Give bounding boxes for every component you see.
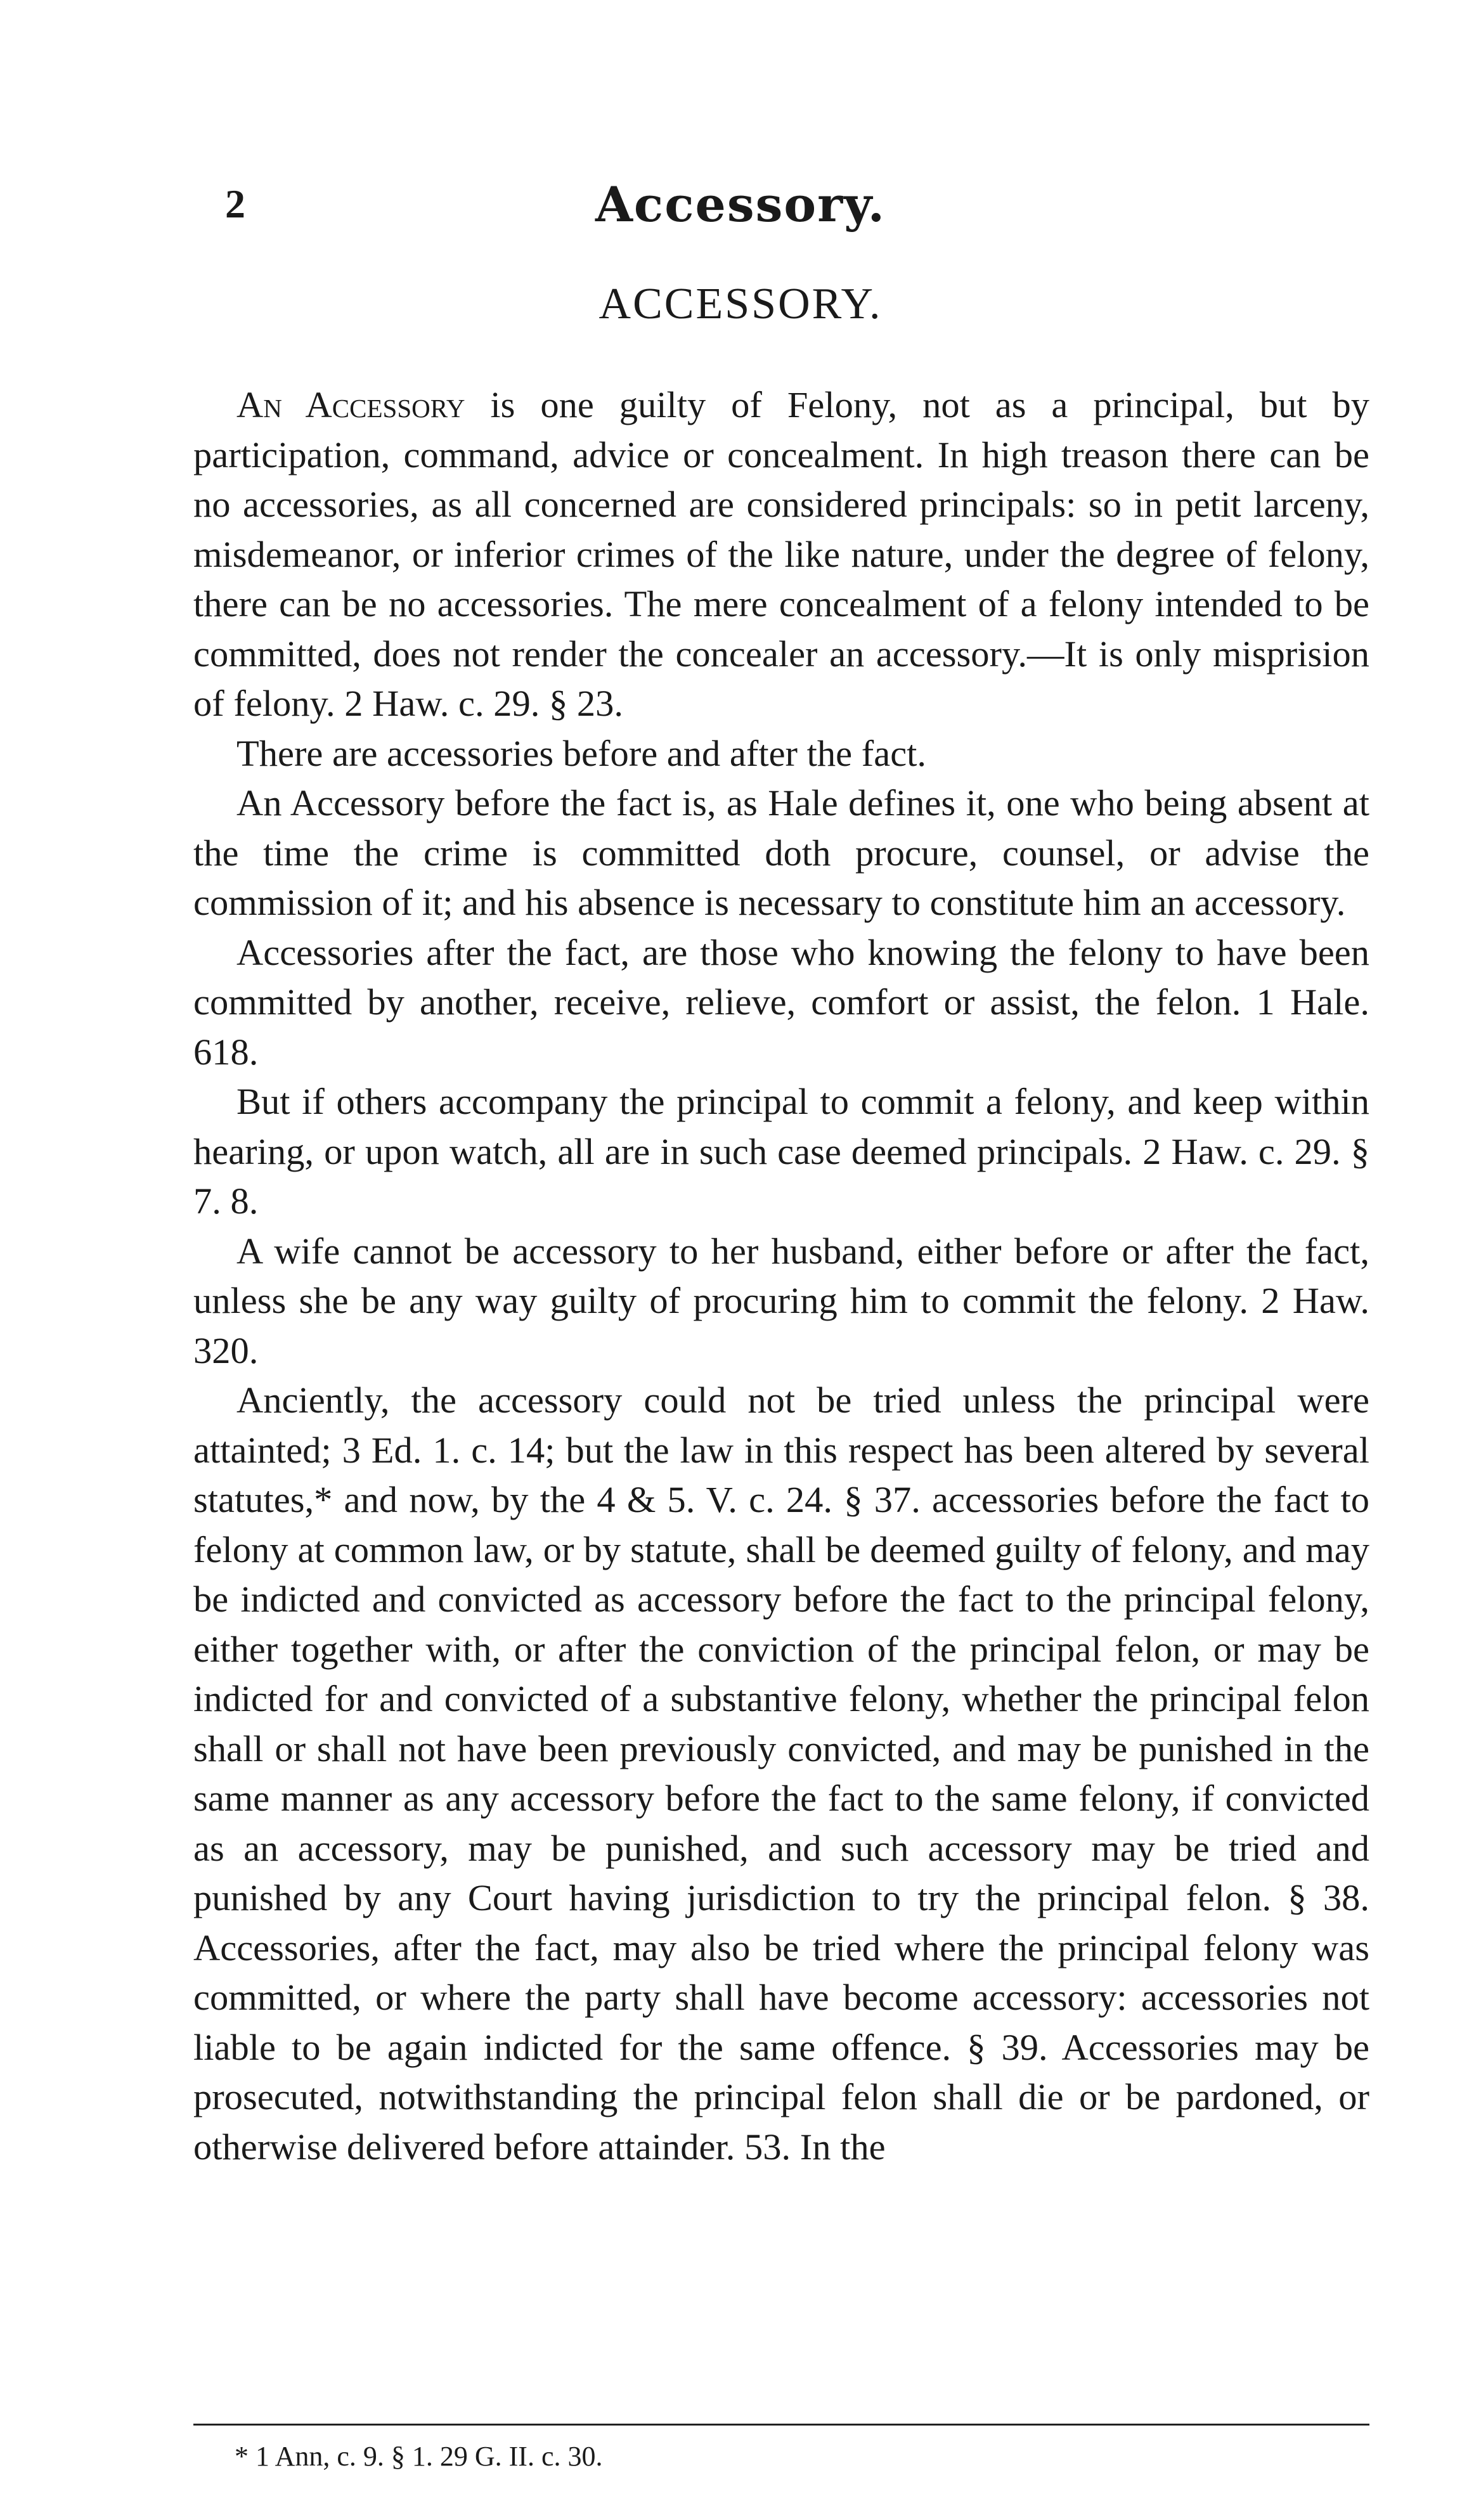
paragraph: Accessories after the fact, are those who knowing the felony to have been committed by another, receive, relieve, comfort or assist, the felon. 1 Hale. 618. [193, 931, 1369, 1073]
paragraph: A wife cannot be accessory to her husband, either before or after the fact, unless she be any way guilty of procuring him to commit the felony. 2 Haw. 320. [193, 1230, 1369, 1371]
main-text [193, 380, 1369, 2172]
paragraph-text: is one guilty of Felony, not as a principal, but by participation, command, advice or concealment. In high treason there can be no accessories, as all concerned are considered principals: so in petit larceny, misdemeanor, or inferior crimes of the like nature, under the degree of felony, there can be no accessories. The mere concealment of a felony intended to be committed, does not render the concealer an accessory.—It is only misprision of felony. 2 Haw. c. 29. § 23. [193, 384, 1369, 724]
page-title: ACCESSORY. [598, 280, 883, 328]
page-number: 2 [225, 181, 245, 226]
paragraph: But if others accompany the principal to commit a felony, and keep within hearing, or upon watch, all are in such case deemed principals. 2 Haw. c. 29. § 7. 8. [193, 1081, 1369, 1222]
paragraph: Anciently, the accessory could not be tried unless the principal were attainted; 3 Ed. 1. c. 14; but the law in this respect has been altered by several statutes,* and now, by the 4 & 5. V. c. 24. § 37. accessories before the fact to felony at common law, or by statute, shall be deemed guilty of felony, and may be indicted and convicted as accessory before the fact to the principal felony, either together with, or after the conviction of the principal felon, or may be indicted for and convicted of a substantive felony, whether the principal felon shall or shall not have been previously convicted, and may be punished in the same manner as any accessory before the fact to the same felony, if convicted as an accessory, may be punished, and such accessory may be tried and punished by any Court having jurisdiction to try the principal felon. § 38. Accessories, after the fact, may also be tried where the principal felony was committed, or where the party shall have become accessory: accessories not liable to be again indicted for the same offence. § 39. Accessories may be prosecuted, notwithstanding the principal felon shall die or be pardoned, or otherwise delivered before attainder. 53. In the [193, 1380, 1369, 2168]
paragraph: An Accessory before the fact is, as Hale defines it, one who being absent at the time the crime is committed doth procure, counsel, or advise the commission of it; and his absence is necessary to constitute him an accessory. [193, 782, 1369, 923]
paragraph-lead: An Accessory [236, 384, 465, 425]
paragraph [193, 380, 1369, 729]
footnote-divider [193, 2424, 1369, 2426]
footnote: * 1 Ann, c. 9. § 1. 29 G. II. c. 30. [235, 2441, 603, 2472]
running-head: Accessory. [595, 176, 886, 233]
paragraph: There are accessories before and after the fact. [236, 732, 927, 774]
